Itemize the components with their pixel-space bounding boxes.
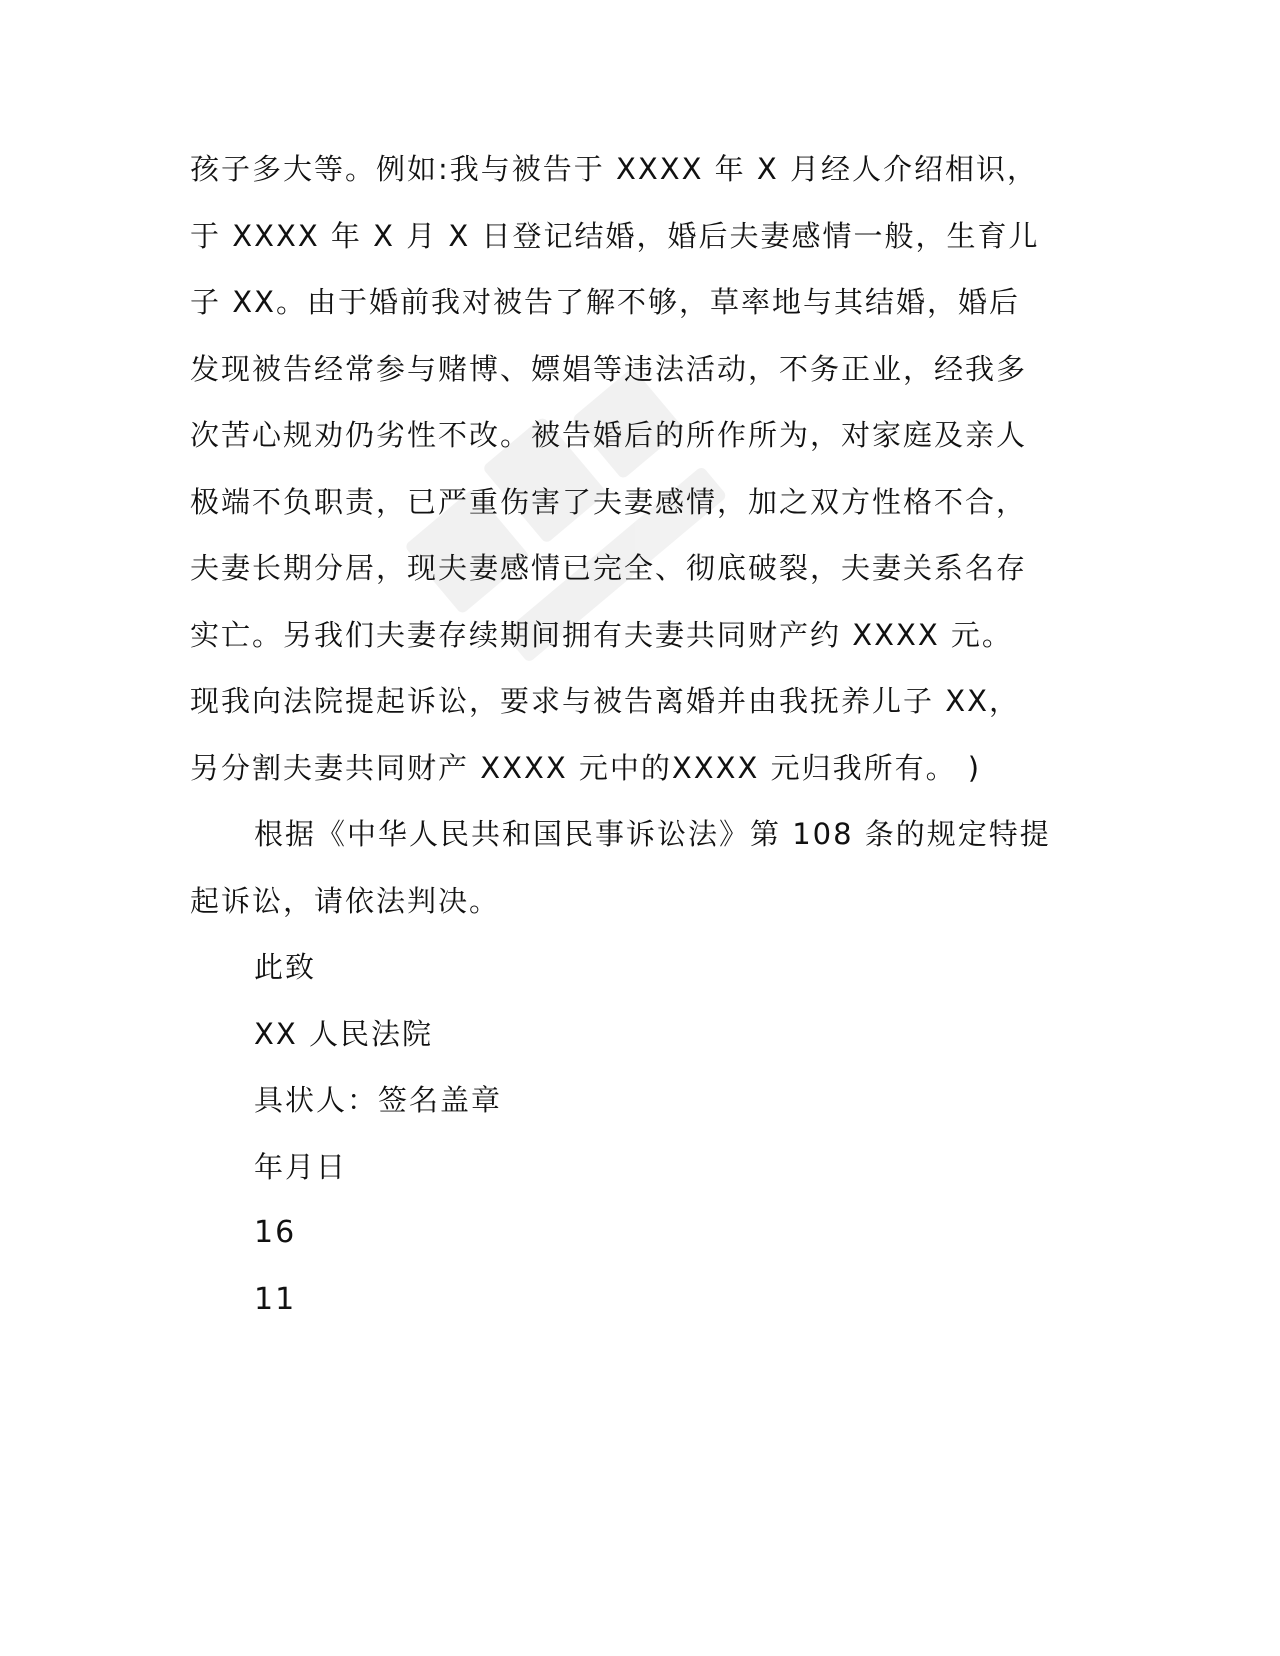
legal-basis-line: 根据《中华人民共和国民事诉讼法》第 108 条的规定特提 xyxy=(254,817,1051,851)
body-line: 极端不负职责，已严重伤害了夫妻感情，加之双方性格不合， xyxy=(190,484,1028,519)
body-line: 于 XXXX 年 X 月 X 日登记结婚，婚后夫妻感情一般，生育儿 xyxy=(190,218,1040,253)
number-line: 11 xyxy=(254,1281,297,1317)
body-line: 次苦心规劝仍劣性不改。被告婚后的所作所为，对家庭及亲人 xyxy=(190,418,1028,452)
number-line: 16 xyxy=(254,1215,297,1250)
body-line: 发现被告经常参与赌博、嫖娼等违法活动，不务正业，经我多 xyxy=(190,351,1028,386)
body-line: 另分割夫妻共同财产 XXXX 元中的XXXX 元归我所有。 ) xyxy=(190,750,982,785)
signature-line: 具状人：签名盖章 xyxy=(254,1083,503,1117)
legal-basis-line: 起诉讼，请依法判决。 xyxy=(190,883,501,918)
salutation: 此致 xyxy=(254,950,317,984)
body-line: 夫妻长期分居，现夫妻感情已完全、彻底破裂，夫妻关系名存 xyxy=(190,551,1028,585)
document-body xyxy=(190,136,1090,1333)
body-line: 孩子多大等。例如:我与被告于 XXXX 年 X 月经人介绍相识， xyxy=(190,152,1038,186)
body-line: 现我向法院提起诉讼，要求与被告离婚并由我抚养儿子 XX， xyxy=(190,684,1020,718)
date-line: 年月日 xyxy=(254,1149,348,1184)
court-name: XX 人民法院 xyxy=(254,1016,433,1051)
body-line: 子 XX。由于婚前我对被告了解不够，草率地与其结婚，婚后 xyxy=(190,285,1020,319)
body-line: 实亡。另我们夫妻存续期间拥有夫妻共同财产约 XXXX 元。 xyxy=(190,617,1013,652)
